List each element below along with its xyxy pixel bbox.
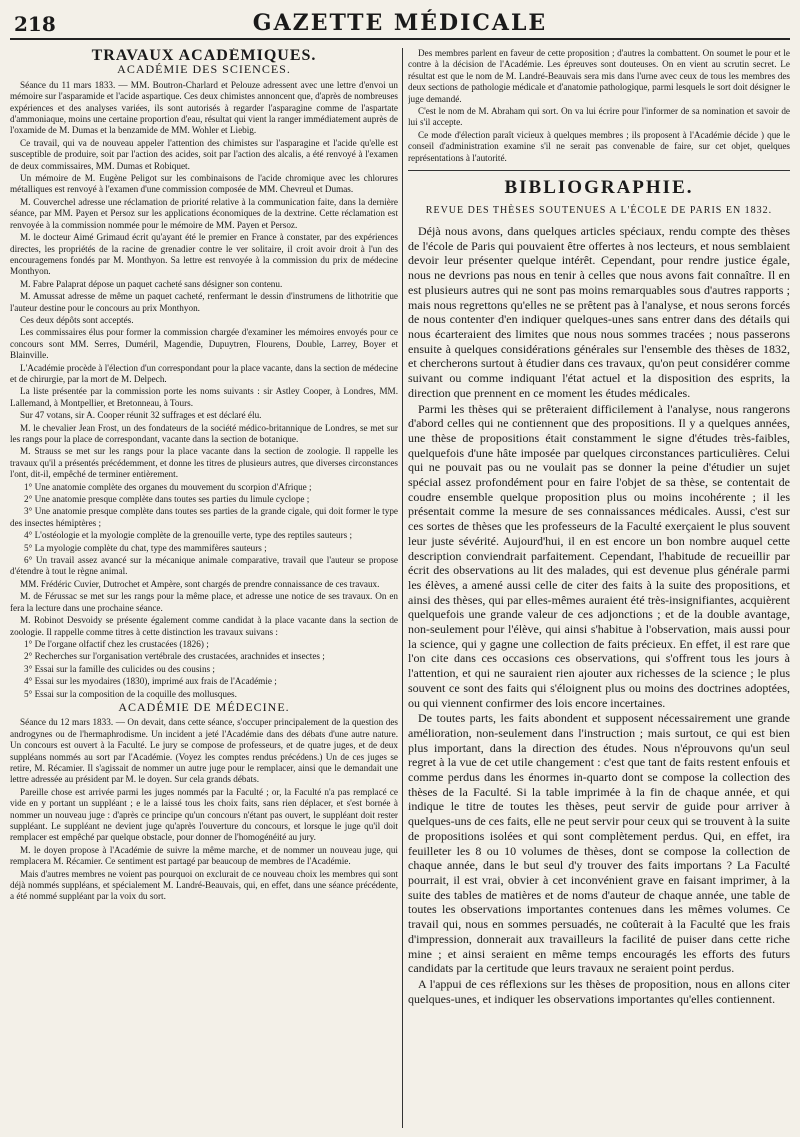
paragraph: 3° Essai sur la famille des culicides ou des cousins ;	[24, 663, 215, 674]
paragraph: M. Strauss se met sur les rangs pour la place vacante dans la section de zoologie. Il rappelle les travaux qu'il a présentés précédemment, et donne les titres de plusieurs autres, que diverses circonstances l'ont, dit-il, empêché de terminer entièrement.	[10, 446, 398, 480]
paragraph: 2° Recherches sur l'organisation vertébrale des crustacées, arachnides et insectes ;	[24, 651, 325, 662]
section-title: TRAVAUX ACADÉMIQUES.	[91, 48, 317, 64]
paragraph: 3° Une anatomie presque complète dans toutes ses parties de la grande cigale, qui doit former le type des insectes hémiptères ;	[10, 506, 398, 528]
paragraph: M. Fabre Palaprat dépose un paquet cacheté sans désigner son contenu.	[20, 278, 283, 289]
paragraph: Des membres parlent en faveur de cette proposition ; d'autres la combattent. On soumet le pour et le contre à la décision de l'Académie. Les épreuves sont douteuses. On en vient au scrutin secret. Le résultat est que le nom de M. Landré-Beauvais sera mis dans l'urne avec ceux de tous les membres des deux sections de pathologie médicale et d'anatomie pathologique, parmi lesquels le sort doit désigner le juge demandé.	[408, 48, 790, 104]
right-column	[408, 48, 790, 1128]
paragraph: A l'appui de ces réflexions sur les thèses de proposition, nous en allons citer quelques-unes, et indiquer les observations importantes qu'elles contiennent.	[408, 976, 790, 1006]
newspaper-page	[10, 8, 790, 1129]
paragraph: Un mémoire de M. Eugène Peligot sur les combinaisons de l'acide chromique avec les chlorures métalliques est renvoyé à l'examen d'une commission composée de MM. Chevreul et Dumas.	[10, 173, 398, 195]
academy-medicine-heading: ACADÉMIE DE MÉDECINE.	[118, 699, 290, 714]
paragraph: 4° L'ostéologie et la myologie complète de la grenouille verte, type des reptiles sauteurs ;	[24, 530, 353, 541]
paragraph: 6° Un travail assez avancé sur la mécanique animale comparative, travail que l'auteur se propose d'étendre à tout le règne animal.	[10, 555, 398, 577]
sciences-paragraphs-2	[10, 579, 398, 638]
paragraph: Parmi les thèses qui se prêteraient difficilement à l'analyse, nous rangerons d'abord celles qui ne contiennent que des propositions. Il y a quelques années, une thèse de propositions était constamment le signe d'études très-faibles, quelquefois d'une hâte imposée par quelques circonstances particulières. Celui qui ne pouvait pas ou ne voulait pas se donner la peine d'étudier un sujet spécial assez profondément pour en faire l'objet de sa thèse, se contentait de coudre ensemble quelque proposition plus ou moins incohérente ; il les présentait comme la mesure de ses connaissances médicales. Aussi, c'est sur ces sortes de thèses que les professeurs de la Faculté exerçaient le plus souvent leur juste sévérité. Aujourd'hui, il en est encore un bon nombre auquel cette description conviendrait parfaitement. Cependant, l'habitude de recueillir par écrit des observations au lit des malades, qui est devenue plus générale parmi les élèves, a amené aussi celle de citer des faits à la suite des propositions, et ainsi des thèses, qui par elles-mêmes auraient été très-insignifiantes, acquièrent quelquefois une grande valeur de ces adjonctions ; et de la double avantage, non-seulement pour l'élève, qui ainsi s'habitue à l'observation, mais aussi pour la science, qui y gagne une collection de faits précieux. En effet, il est rare que l'on cite dans ces occasions ces observations, qui s'offrent tous les jours à l'attention, et qui ne sauraient rien ajouter aux richesses de la science ; le plus souvent ce sont des faits qui s'éloignent plus ou moins des doctrines adoptées, ou qui viennent confirmer des lois encore incertaines.	[408, 401, 790, 710]
sciences-paragraphs-1	[10, 80, 398, 481]
page-header	[10, 8, 790, 40]
paragraph: 5° La myologie complète du chat, type des mammifères sauteurs ;	[24, 542, 267, 553]
strauss-works-list	[10, 482, 398, 578]
paragraph: M. le doyen propose à l'Académie de suivre la même marche, et de nommer un nouveau juge, qui remplacera M. Récamier. Ce sentiment est partagé par beaucoup de membres de l'Académie.	[10, 844, 398, 867]
paragraph: M. Amussat adresse de même un paquet cacheté, renfermant le dessin d'instrumens de lithotritie que l'auteur destine pour le concours au prix Monthyon.	[10, 291, 398, 313]
academy-sciences-heading: ACADÉMIE DES SCIENCES.	[117, 62, 291, 77]
paragraph: Séance du 12 mars 1833. — On devait, dans cette séance, s'occuper principalement de la question des androgynes ou de l'hermaphrodisme. Un incident a jeté l'Académie dans des débats d'une autre nature. Un concours est ouvert à la Faculté. Le jury se compose de professeurs, et de quatre juges, et de deux suppléans nommés au sort par l'Académie. (Voyez les comptes rendus précédens.) Un de ces juges se retire, M. Récamier. Il s'agissait de nommer un autre juge pour le remplacer, ainsi que le demandait une lettre adressée au président par M. le doyen. Sur cela grands débats.	[10, 717, 398, 785]
paragraph: Sur 47 votans, sir A. Cooper réunit 32 suffrages et est déclaré élu.	[20, 410, 262, 421]
medicine-continuation	[408, 48, 790, 164]
paragraph: 4° Essai sur les myodaires (1830), imprimé aux frais de l'Académie ;	[24, 676, 277, 687]
paragraph: Ce mode d'élection paraît vicieux à quelques membres ; ils proposent à l'Académie décide ) que le conseil d'administration examine s'il ne serait pas convenable de faire, sur cet objet, quelques représentations à l'autorité.	[408, 129, 790, 163]
paragraph: Séance du 11 mars 1833. — MM. Boutron-Charlard et Pelouze adressent avec une lettre d'envoi un mémoire sur l'asparamide et l'acide aspartique. Ces deux chimistes annoncent que, d'après de nombreuses expériences et des analyses variées, ils sont autorisés à regarder l'asparagine comme de l'aspartate d'ammoniaque, moins une certaine proportion d'eau, résultat qui vient la ranger immédiatement auprès de l'oxamide de M. Dumas et la benzamide de MM. Wohler et Liebig.	[10, 79, 398, 136]
bibliography-paragraphs	[408, 224, 790, 1006]
paragraph: Pareille chose est arrivée parmi les juges nommés par la Faculté ; or, la Faculté n'a pas remplacé ce vide en y portant un suppléant ; e le a laissé tous les choix faits, sans rien déplacer, et s'est bornée à nommer un nouveau juge : d'après ce principe qu'un concours n'étant pas ouvert, le suppléant doit rester suppléant. Le suppléant ne devient juge qu'après l'ouverture du concours, et lorsque le juge qu'il doit remplacer est empêché par quelque obstacle, pour donner de l'homogénéité au jury.	[10, 786, 398, 843]
paragraph: C'est le nom de M. Abraham qui sort. On va lui écrire pour l'informer de sa nomination et savoir de lui s'il accepte.	[408, 106, 790, 128]
section-divider	[408, 170, 790, 171]
bibliography-title: BIBLIOGRAPHIE.	[504, 177, 694, 199]
bibliography-subtitle: REVUE DES THÈSES SOUTENUES A L'ÉCOLE DE PARIS EN 1832.	[425, 205, 773, 217]
medicine-paragraphs	[10, 717, 398, 903]
paragraph: M. Couverchel adresse une réclamation de priorité relative à la communication faite, dans la dernière séance, par MM. Payen et Persoz sur les applications économiques de la dextrine. Cette réclamation est renvoyée à la commission nommée pour le mémoire de MM. Payen et Persoz.	[10, 196, 398, 230]
paragraph: Ce travail, qui va de nouveau appeler l'attention des chimistes sur l'asparagine et l'acide qu'elle est susceptible de produire, soit par l'action des acides, soit par l'action des alcalis, a été renvoyé à l'examen de deux commissaires, MM. Dumas et Robiquet.	[10, 137, 398, 171]
paragraph: La liste présentée par la commission porte les noms suivants : sir Astley Cooper, à Londres, MM. Lallemand, à Montpellier, et Bretonneau, à Tours.	[10, 386, 398, 408]
page-number: 218	[14, 12, 56, 36]
paragraph: 1° Une anatomie complète des organes du mouvement du scorpion d'Afrique ;	[24, 481, 312, 492]
paragraph: Les commissaires élus pour former la commission chargée d'examiner les mémoires envoyés pour ce concours sont MM. Serres, Duméril, Magendie, Dupuytren, Flourens, Double, Larrey, Boyer et Blainville.	[10, 327, 398, 361]
column-divider	[402, 48, 403, 1128]
paragraph: L'Académie procède à l'élection d'un correspondant pour la place vacante, dans la section de médecine et de chirurgie, par la mort de M. Delpech.	[10, 362, 398, 384]
paragraph: MM. Frédéric Cuvier, Dutrochet et Ampère, sont chargés de prendre connaissance de ces travaux.	[20, 578, 380, 589]
paragraph: Déjà nous avons, dans quelques articles spéciaux, rendu compte des thèses de l'école de Paris qui pouvaient être offertes à nos lecteurs, et nous semblaient devoir leur présenter quelque intérêt. Cependant, pour rendre justice égale, nous ne devrions pas nous en tenir à celles que nous avons fait connaître. Il en est plusieurs autres qui ne sont pas moins remarquables sous d'autres rapports ; mais nous regrettons qu'elles ne se prêtent pas à l'analyse, et nous serons forcés de nous contenter d'en indiquer quelques-unes sans entrer dans des détails qui nous écarteraient des limites que nous nous sommes tracées ; nous passerons ensuite à quelques considérations générales sur l'ensemble des thèses de 1832, et chercherons surtout à étudier dans ces travaux, qu'on peut considérer comme suivant ou comme indiquant l'état actuel et la disposition des esprits, la direction que prennent en ce moment les études médicales.	[408, 224, 790, 400]
paragraph: M. de Férussac se met sur les rangs pour la même place, et adresse une notice de ses travaux. On en fera la lecture dans une prochaine séance.	[10, 591, 398, 613]
desvoidy-works-list	[10, 639, 398, 700]
paragraph: M. le docteur Aimé Grimaud écrit qu'ayant été le premier en France à constater, par des expériences directes, les propriétés de la racine de grenadier contre le ver solitaire, il croit avoir droit à l'un des encouragemens fondés par M. Monthyon. Sa lettre est renvoyée à la commission du prix de médecine Monthyon.	[10, 232, 398, 277]
paragraph: 1° De l'organe olfactif chez les crustacées (1826) ;	[24, 638, 209, 649]
paragraph: 5° Essai sur la composition de la coquille des mollusques.	[24, 688, 237, 699]
paragraph: Ces deux dépôts sont acceptés.	[20, 314, 134, 325]
journal-title: GAZETTE MÉDICALE	[252, 10, 548, 36]
paragraph: 2° Une anatomie presque complète dans toutes ses parties du limule cyclope ;	[24, 494, 310, 505]
paragraph: Mais d'autres membres ne voient pas pourquoi on exclurait de ce nouveau choix les membres qui sont déjà nommés suppléans, et spécialement M. Landré-Beauvais, qui, en effet, dans une séance précédente, a été nommé suppléant par la voix du sort.	[10, 868, 398, 902]
paragraph: De toutes parts, les faits abondent et supposent nécessairement une grande amélioration, non-seulement dans l'instruction ; mais surtout, ce qui est bien plus important, dans la direction des études. Nous n'éprouvons qu'un seul regret à la vue de cet utile changement : c'est que tant de faits restent enfouis et comme perdus dans les énormes in-quarto dont se compose la collection des thèses de la Faculté. Si la table imprimée à la fin de chaque année, et qui indique le titre de toutes les thèses, peut servir de guide pour arriver à quelques-uns de ces faits, elle ne peut servir pour ceux qui se trouvent à la suite de propositions isolées et qui sont complètement perdus. Qui, en effet, ira feuilleter les 8 ou 10 volumes de thèses, dont se compose la collection de chaque année, dans le but seul d'y trouver des faits importans ? La Faculté pourrait, il est vrai, obvier à cet inconvénient grave en faisant imprimer, à la suite des tables de matières et de noms d'auteur de chaque année, une table de toutes les observations importantes contenues dans les mêmes volumes. Ce travail qui, nous en sommes persuadés, ne coûterait à la Faculté que les frais d'impression, donnerait aux travailleurs la facilité de puiser dans cette riche mine ; et ainsi seraient en même temps encouragés les efforts des futurs candidats par la certitude que leurs travaux ne seraient point perdus.	[408, 711, 790, 976]
left-column	[10, 48, 398, 1128]
paragraph: M. le chevalier Jean Frost, un des fondateurs de la société médico-britannique de Londres, se met sur les rangs pour la place de correspondant, vacante dans la section de botanique.	[10, 422, 398, 444]
paragraph: M. Robinot Desvoidy se présente également comme candidat à la place vacante dans la section de zoologie. Il rappelle comme titres à cette distinction les travaux suivans :	[10, 615, 398, 637]
